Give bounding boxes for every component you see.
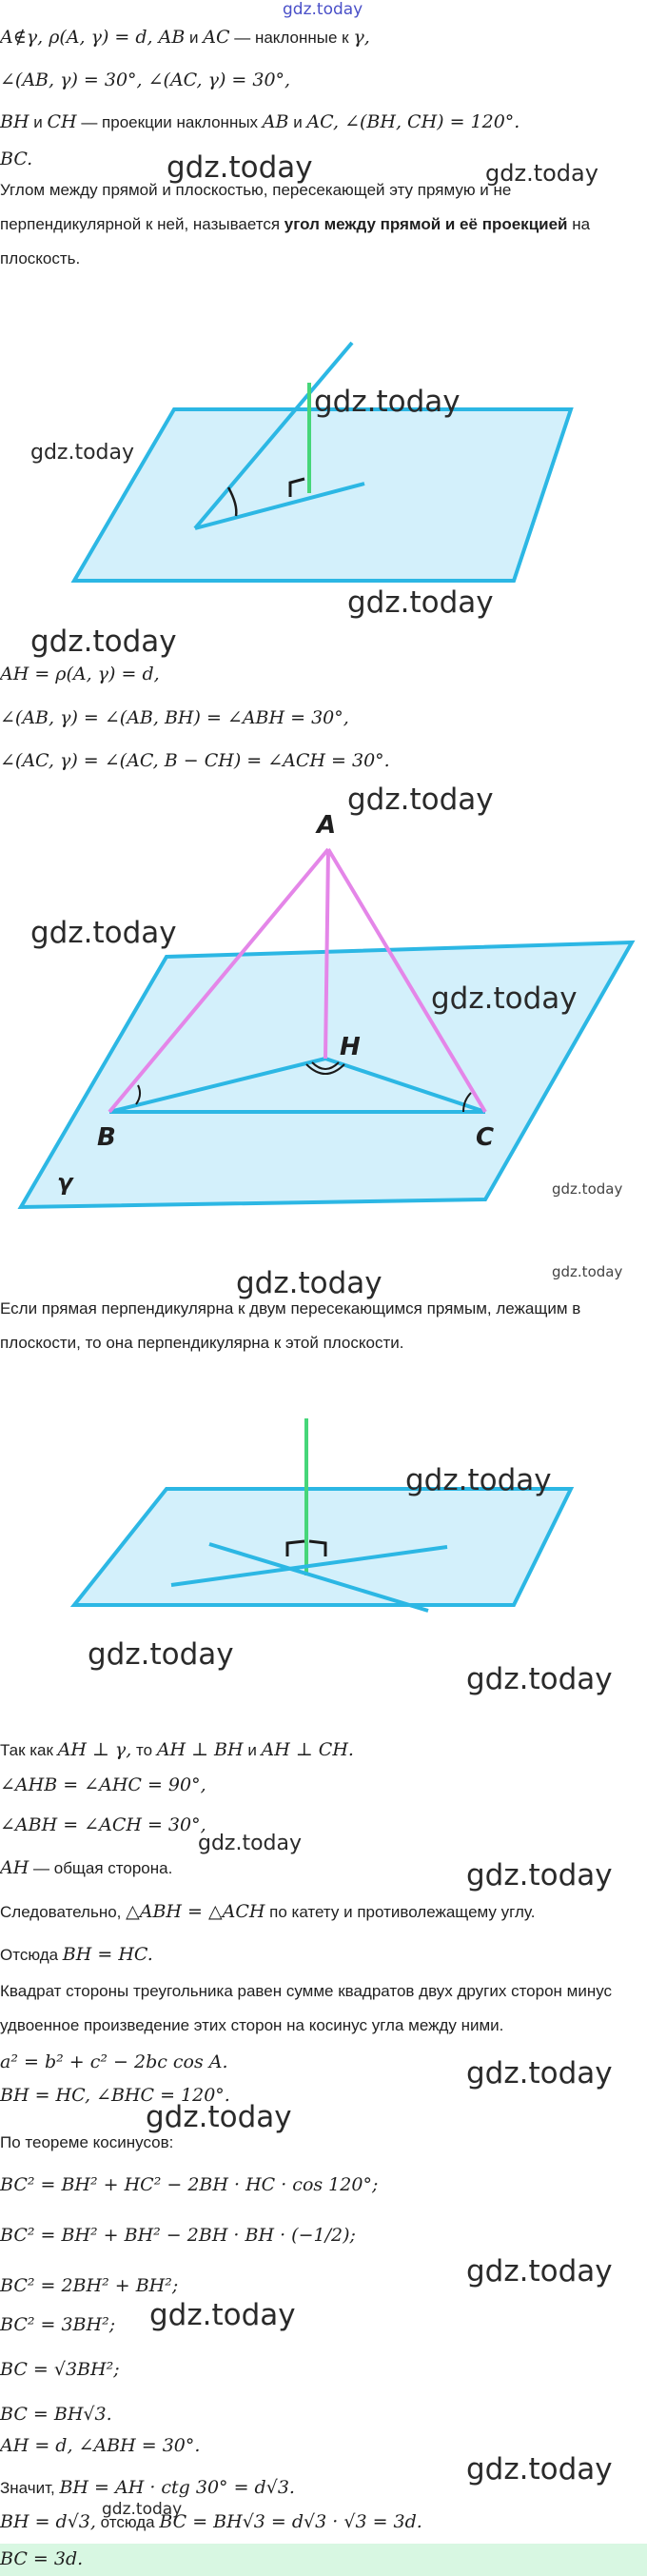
solution-line-15: BC = √3BH²; xyxy=(0,2359,120,2380)
watermark: gdz.today xyxy=(552,1263,623,1280)
watermark: gdz.today xyxy=(347,783,494,817)
solution-line-10: По теореме косинусов: xyxy=(0,2133,174,2151)
watermark: gdz.today xyxy=(466,2452,613,2487)
solution-line-18 xyxy=(0,2477,295,2498)
watermark: gdz.today xyxy=(552,1180,623,1198)
watermark: gdz.today xyxy=(466,2056,613,2091)
solution-line-16: BC = BH√3. xyxy=(0,2404,112,2425)
given-math: CH xyxy=(47,111,77,132)
definition-text: Углом между прямой и плоскостью, пересекающей эту прямую и не перпендикулярной к ней, называется xyxy=(0,181,512,233)
figure-perpendicular xyxy=(0,1409,647,1618)
solution-line-13: BC² = 2BH² + BH²; xyxy=(0,2275,179,2296)
solution-math: AH ⊥ γ, xyxy=(57,1739,132,1760)
solution-math: BH = AH · ctg 30° = d√3. xyxy=(59,2477,295,2498)
solution-text: отсюда xyxy=(95,2513,160,2531)
solution-line-5 xyxy=(0,1901,535,1922)
label-a: A xyxy=(317,811,337,840)
watermark: gdz.today xyxy=(88,1637,234,1672)
watermark: gdz.today xyxy=(30,624,177,659)
watermark: gdz.today xyxy=(466,2254,613,2289)
solution-line-3: ∠ABH = ∠ACH = 30°, xyxy=(0,1814,206,1835)
watermark: gdz.today xyxy=(146,2100,292,2134)
label-gamma: γ xyxy=(57,1169,73,1196)
answer-text: BC = 3d. xyxy=(0,2548,84,2569)
solution-line-4 xyxy=(0,1857,172,1878)
definition-paragraph xyxy=(0,173,637,276)
solution-text: Так как xyxy=(0,1741,58,1759)
solution-math: △ABH = △ACH xyxy=(126,1901,265,1922)
solution-math: BC = BH√3 = d√3 · √3 = 3d. xyxy=(159,2511,422,2532)
given-math: γ, xyxy=(353,27,370,48)
solution-math: AH ⊥ CH. xyxy=(261,1739,354,1760)
watermark: gdz.today xyxy=(485,160,598,187)
solution-line-2: ∠AHB = ∠AHC = 90°, xyxy=(0,1774,206,1795)
theorem-paragraph: Если прямая перпендикулярна к двум пересекающимся прямым, лежащим в плоскости, то она перпендикулярна к этой плоскости. xyxy=(0,1299,581,1352)
definition-bold: угол между прямой и её проекцией xyxy=(284,215,568,233)
solution-line-9: BH = HC, ∠BHC = 120°. xyxy=(0,2085,230,2106)
watermark: gdz.today xyxy=(30,916,177,950)
solution-math: AH xyxy=(0,1857,29,1878)
definition-text: на плоскость. xyxy=(0,215,591,268)
solution-text: Отсюда xyxy=(0,1946,63,1964)
watermark: gdz.today xyxy=(466,1662,613,1696)
solution-line-1 xyxy=(0,1739,354,1760)
solution-text: и xyxy=(243,1741,262,1759)
cosine-law-paragraph: Квадрат стороны треугольника равен сумме квадратов двух других сторон минус удвоенное произведение этих сторон на косинус угла между ними. xyxy=(0,1982,613,2034)
answer-highlight xyxy=(0,2544,647,2576)
top-watermark: gdz.today xyxy=(283,0,363,19)
solution-text: по катету и противолежащему углу. xyxy=(265,1903,536,1921)
watermark: gdz.today xyxy=(30,441,135,465)
watermark: gdz.today xyxy=(466,1858,613,1892)
solution-line-14: BC² = 3BH²; xyxy=(0,2314,116,2335)
solution-math: BH = d√3, xyxy=(0,2511,96,2532)
label-c: C xyxy=(476,1123,495,1152)
watermark: gdz.today xyxy=(314,385,461,419)
given-text: — наклонные к xyxy=(229,29,354,47)
watermark: gdz.today xyxy=(167,150,313,185)
solution-text: — общая сторона. xyxy=(29,1859,173,1877)
label-b: B xyxy=(97,1123,116,1152)
watermark: gdz.today xyxy=(431,981,578,1016)
given-text: — проекции наклонных xyxy=(76,113,263,131)
given-line-1 xyxy=(0,27,370,48)
solution-line-8: a² = b² + c² − 2bc cos A. xyxy=(0,2051,228,2072)
watermark: gdz.today xyxy=(236,1266,382,1300)
label-h: H xyxy=(340,1033,361,1061)
solution-line-17: AH = d, ∠ABH = 30°. xyxy=(0,2435,201,2456)
given-text: и xyxy=(29,113,48,131)
watermark: gdz.today xyxy=(149,2298,296,2332)
solution-text: то xyxy=(131,1741,157,1759)
solution-line-19 xyxy=(0,2511,422,2532)
watermark: gdz.today xyxy=(405,1463,552,1497)
watermark: gdz.today xyxy=(198,1832,303,1855)
given-line-2: ∠(AB, γ) = 30°, ∠(AC, γ) = 30°, xyxy=(0,69,291,90)
solution-line-6 xyxy=(0,1944,153,1965)
plane-shape xyxy=(74,1489,571,1605)
relation-2: ∠(AB, γ) = ∠(AB, BH) = ∠ABH = 30°, xyxy=(0,707,349,728)
given-math: BH xyxy=(0,111,29,132)
given-line-4: BC. xyxy=(0,149,33,169)
given-text: и xyxy=(185,29,204,47)
watermark: gdz.today xyxy=(347,585,494,620)
solution-math: BH = HC. xyxy=(62,1944,153,1965)
watermark: gdz.today xyxy=(102,2500,183,2519)
given-math: A∉γ, ρ(A, γ) = d, AB xyxy=(0,27,186,48)
solution-text: Следовательно, xyxy=(0,1903,127,1921)
given-math: AC xyxy=(203,27,230,48)
given-text: и xyxy=(288,113,307,131)
given-line-3 xyxy=(0,111,520,132)
solution-line-11: BC² = BH² + HC² − 2BH · HC · cos 120°; xyxy=(0,2174,379,2195)
solution-line-12: BC² = BH² + BH² − 2BH · BH · (−1/2); xyxy=(0,2225,356,2246)
relation-3: ∠(AC, γ) = ∠(AC, B − CH) = ∠ACH = 30°. xyxy=(0,750,390,771)
solution-text: Значит, xyxy=(0,2479,60,2497)
given-math: AB xyxy=(262,111,289,132)
given-math: AC, ∠(BH, CH) = 120°. xyxy=(306,111,520,132)
solution-math: AH ⊥ BH xyxy=(156,1739,244,1760)
relation-1: AH = ρ(A, γ) = d, xyxy=(0,664,160,684)
